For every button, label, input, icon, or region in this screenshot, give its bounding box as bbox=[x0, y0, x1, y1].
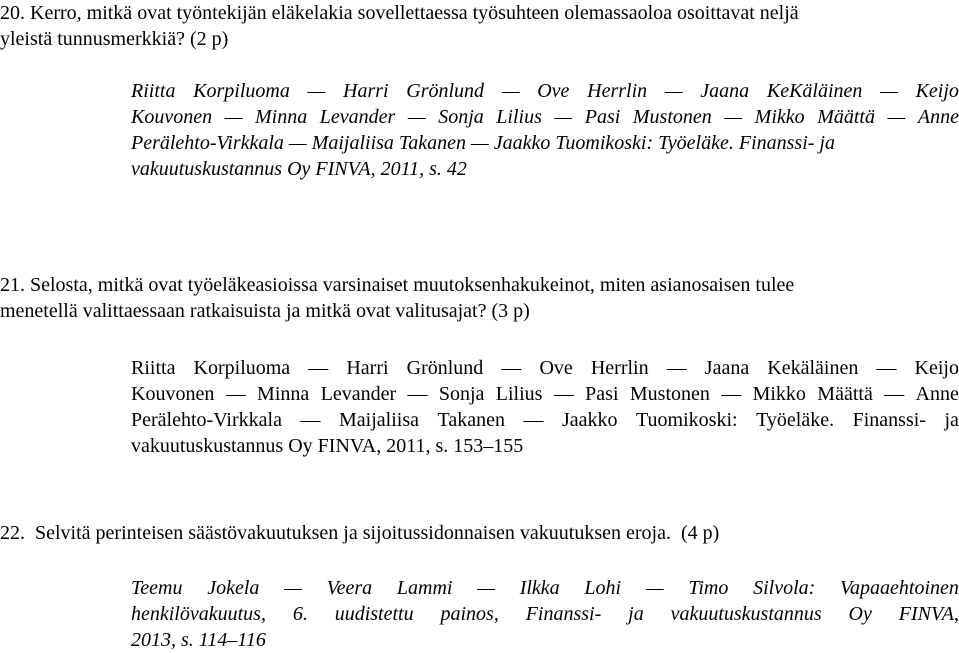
reference-word: Harri bbox=[343, 80, 389, 102]
reference-word: Pasi bbox=[585, 383, 619, 405]
reference-word: vakuutuskustannus bbox=[670, 603, 822, 625]
reference-21-line-1 bbox=[131, 355, 959, 381]
reference-word: Mikko bbox=[752, 383, 806, 405]
reference-word: Timo bbox=[688, 577, 729, 599]
reference-22-line-3: 2013, s. 114–116 bbox=[131, 629, 266, 651]
dash-separator: — bbox=[300, 409, 321, 431]
dash-separator: — bbox=[407, 106, 426, 128]
question-21 bbox=[0, 272, 959, 324]
reference-word: Kekäläinen bbox=[767, 357, 859, 379]
reference-word: Korpiluoma bbox=[193, 357, 291, 379]
reference-word: Minna bbox=[257, 383, 310, 405]
reference-word: Anne bbox=[915, 383, 959, 405]
dash-separator: — bbox=[887, 106, 906, 128]
reference-word: Herrlin bbox=[587, 80, 648, 102]
reference-20-line-2 bbox=[131, 104, 959, 130]
reference-word: Jaakko bbox=[561, 409, 618, 431]
dash-separator: — bbox=[225, 383, 246, 405]
reference-word: Jokela bbox=[207, 577, 260, 599]
dash-separator: — bbox=[224, 106, 243, 128]
reference-word: Oy bbox=[848, 603, 872, 625]
reference-word: Perälehto-Virkkala bbox=[131, 409, 282, 431]
reference-word: Maijaliisa bbox=[339, 409, 419, 431]
reference-word: Jaana bbox=[704, 357, 750, 379]
dash-separator: — bbox=[501, 80, 520, 102]
reference-word: FINVA, bbox=[898, 603, 959, 625]
question-22-reference bbox=[131, 575, 959, 653]
question-22-line-1: 22. Selvitä perinteisen säästövakuutuksen ja sijoitussidonnaisen vakuutuksen eroja. (4 p) bbox=[0, 522, 720, 544]
dash-separator: — bbox=[554, 106, 573, 128]
reference-word: henkilövakuutus, bbox=[131, 603, 266, 625]
dash-separator: — bbox=[284, 577, 302, 599]
reference-word: Teemu bbox=[131, 577, 183, 599]
reference-21-line-2 bbox=[131, 381, 959, 407]
reference-word: Lammi bbox=[396, 577, 453, 599]
reference-word: ja bbox=[628, 603, 644, 625]
reference-word: Anne bbox=[917, 106, 959, 128]
dash-separator: — bbox=[307, 80, 326, 102]
reference-word: painos, bbox=[440, 603, 499, 625]
dash-separator: — bbox=[501, 357, 522, 379]
question-20 bbox=[0, 0, 959, 52]
question-22 bbox=[0, 520, 959, 546]
reference-word: Riitta bbox=[131, 357, 176, 379]
reference-word: Lilius bbox=[495, 383, 543, 405]
reference-word: Kouvonen bbox=[131, 383, 215, 405]
reference-word: Silvola: bbox=[753, 577, 816, 599]
reference-word: Riitta bbox=[131, 80, 176, 102]
reference-word: Työeläke. bbox=[756, 409, 835, 431]
reference-22-line-1 bbox=[131, 575, 959, 601]
dash-separator: — bbox=[876, 357, 897, 379]
reference-word: Ilkka bbox=[519, 577, 560, 599]
dash-separator: — bbox=[477, 577, 495, 599]
reference-21-line-4: vakuutuskustannus Oy FINVA, 2011, s. 153–155 bbox=[131, 435, 524, 457]
reference-word: Herrlin bbox=[590, 357, 649, 379]
question-21-reference bbox=[131, 355, 959, 459]
reference-20-line-4: vakuutuskustannus Oy FINVA, 2011, s. 42 bbox=[131, 158, 467, 180]
dash-separator: — bbox=[884, 383, 905, 405]
reference-word: ja bbox=[944, 409, 959, 431]
reference-word: Veera bbox=[326, 577, 373, 599]
dash-separator: — bbox=[308, 357, 329, 379]
dash-separator: — bbox=[407, 383, 428, 405]
reference-word: uudistettu bbox=[334, 603, 414, 625]
reference-word: Vapaaehtoinen bbox=[840, 577, 959, 599]
reference-word: Minna bbox=[254, 106, 308, 128]
reference-21-line-3 bbox=[131, 407, 959, 433]
question-20-line-2: yleistä tunnusmerkkiä? (2 p) bbox=[0, 28, 229, 50]
reference-word: Finanssi- bbox=[525, 603, 602, 625]
reference-word: Levander bbox=[320, 383, 397, 405]
reference-word: Grönlund bbox=[406, 80, 485, 102]
reference-word: Mustonen bbox=[632, 106, 712, 128]
reference-word: Pasi bbox=[584, 106, 621, 128]
reference-word: Ove bbox=[539, 357, 573, 379]
reference-word: Korpiluoma bbox=[193, 80, 290, 102]
reference-word: Ove bbox=[537, 80, 570, 102]
reference-word: Sonja bbox=[438, 383, 485, 405]
question-20-reference bbox=[131, 78, 959, 182]
reference-word: Sonja bbox=[438, 106, 484, 128]
dash-separator: — bbox=[880, 80, 898, 102]
reference-22-line-2 bbox=[131, 601, 959, 627]
reference-word: Mustonen bbox=[629, 383, 710, 405]
reference-word: Kouvonen bbox=[131, 106, 213, 128]
reference-word: Tuomikoski: bbox=[636, 409, 738, 431]
dash-separator: — bbox=[666, 357, 687, 379]
reference-word: Finanssi- bbox=[852, 409, 926, 431]
question-20-line-1: 20. Kerro, mitkä ovat työntekijän eläkelakia sovellettaessa työsuhteen olemassaoloa osoittavat neljä bbox=[0, 2, 799, 24]
question-21-line-2: menetellä valittaessaan ratkaisuista ja mitkä ovat valitusajat? (3 p) bbox=[0, 300, 530, 322]
reference-word: Määttä bbox=[817, 383, 873, 405]
dash-separator: — bbox=[645, 577, 664, 599]
reference-20-line-1 bbox=[131, 78, 959, 104]
reference-word: Mikko bbox=[754, 106, 805, 128]
reference-word: Jaana bbox=[700, 80, 750, 102]
reference-word: Keijo bbox=[914, 357, 959, 379]
reference-word: KeKäläinen bbox=[766, 80, 863, 102]
dash-separator: — bbox=[721, 383, 742, 405]
question-21-line-1: 21. Selosta, mitkä ovat työeläkeasioissa varsinaiset muutoksenhakukeinot, miten asianosaisen tulee bbox=[0, 274, 795, 296]
dash-separator: — bbox=[523, 409, 544, 431]
reference-word: 6. bbox=[292, 603, 308, 625]
reference-word: Levander bbox=[319, 106, 396, 128]
reference-word: Grönlund bbox=[406, 357, 484, 379]
reference-word: Määttä bbox=[817, 106, 875, 128]
reference-word: Lilius bbox=[496, 106, 542, 128]
dash-separator: — bbox=[724, 106, 743, 128]
reference-word: Harri bbox=[346, 357, 389, 379]
reference-word: Lohi bbox=[584, 577, 622, 599]
reference-word: Takanen bbox=[437, 409, 505, 431]
reference-20-line-3: Perälehto-Virkkala — Maijaliisa Takanen — Jaakko Tuomikoski: Työeläke. Finanssi- ja bbox=[131, 132, 835, 154]
dash-separator: — bbox=[664, 80, 683, 102]
dash-separator: — bbox=[553, 383, 574, 405]
reference-word: Keijo bbox=[915, 80, 959, 102]
